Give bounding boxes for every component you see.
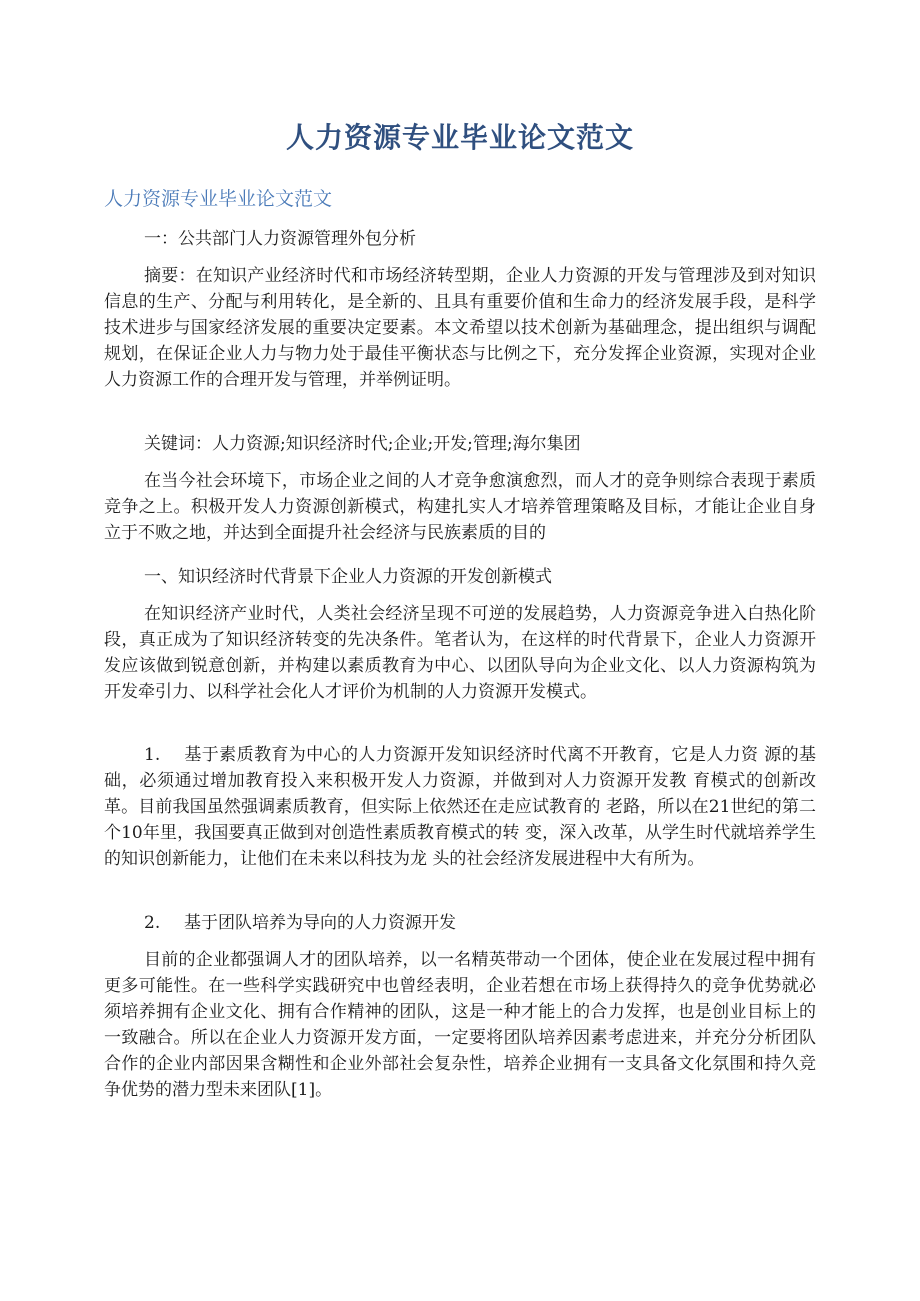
subtitle: 人力资源专业毕业论文范文 xyxy=(104,188,333,210)
section-heading-2: 一、知识经济时代背景下企业人力资源的开发创新模式 xyxy=(144,567,552,587)
list-item-text: 基于团队培养为导向的人力资源开发 xyxy=(184,913,456,933)
list-item-number: 1. xyxy=(144,745,161,765)
section-heading-1: 一：公共部门人力资源管理外包分析 xyxy=(144,229,416,249)
intro-paragraph: 在当今社会环境下，市场企业之间的人才竞争愈演愈烈，而人才的竞争则综合表现于素质竞争之上。积极开发人力资源创新模式，构建扎实人才培养管理策略及目标，才能让企业自身立于不败之地，并达到全面提升社会经济与民族素质的目的 xyxy=(104,471,816,543)
list-item-text: 基于素质教育为中心的人力资源开发知识经济时代离不开教育，它是人力资 源的基础，必须通过增加教育投入来积极开发人力资源，并做到对人力资源开发教 育模式的创新改革。目前我国虽然强调素质教育，但实际上依然还在走应试教育的 老路，所以在21世纪的第二个10年里，我国要真正做到对创造性素质教育模式的转 变，深入改革，从学生时代就培养学生的知识创新能力，让他们在未来以科技为龙 头的社会经济发展进程中大有所为。 xyxy=(104,745,816,869)
abstract-paragraph: 摘要：在知识产业经济时代和市场经济转型期，企业人力资源的开发与管理涉及到对知识信息的生产、分配与利用转化，是全新的、且具有重要价值和生命力的经济发展手段，是科学技术进步与国家经济发展的重要决定要素。本文希望以技术创新为基础理念，提出组织与调配规划，在保证企业人力与物力处于最佳平衡状态与比例之下，充分发挥企业资源，实现对企业人力资源工作的合理开发与管理，并举例证明。 xyxy=(104,266,816,390)
keywords-paragraph: 关键词：人力资源;知识经济时代;企业;开发;管理;海尔集团 xyxy=(144,434,581,454)
page-title: 人力资源专业毕业论文范文 xyxy=(285,121,634,154)
section2-paragraph: 在知识经济产业时代，人类社会经济呈现不可逆的发展趋势，人力资源竞争进入白热化阶段，真正成为了知识经济转变的先决条件。笔者认为，在这样的时代背景下，企业人力资源开发应该做到锐意创新，并构建以素质教育为中心、以团队导向为企业文化、以人力资源构筑为开发牵引力、以科学社会化人才评价为机制的人力资源开发模式。 xyxy=(104,604,816,702)
team-paragraph: 目前的企业都强调人才的团队培养，以一名精英带动一个团体，使企业在发展过程中拥有更多可能性。在一些科学实践研究中也曾经表明，企业若想在市场上获得持久的竞争优势就必须培养拥有企业文化、拥有合作精神的团队，这是一种才能上的合力发挥，也是创业目标上的一致融合。所以在企业人力资源开发方面，一定要将团队培养因素考虑进来，并充分分析团队合作的企业内部因果含糊性和企业外部社会复杂性，培养企业拥有一支具备文化氛围和持久竞争优势的潜力型未来团队[1]。 xyxy=(104,950,816,1100)
list-item-1 xyxy=(104,742,816,872)
list-item-2 xyxy=(104,910,816,936)
list-item-number: 2. xyxy=(144,913,161,933)
